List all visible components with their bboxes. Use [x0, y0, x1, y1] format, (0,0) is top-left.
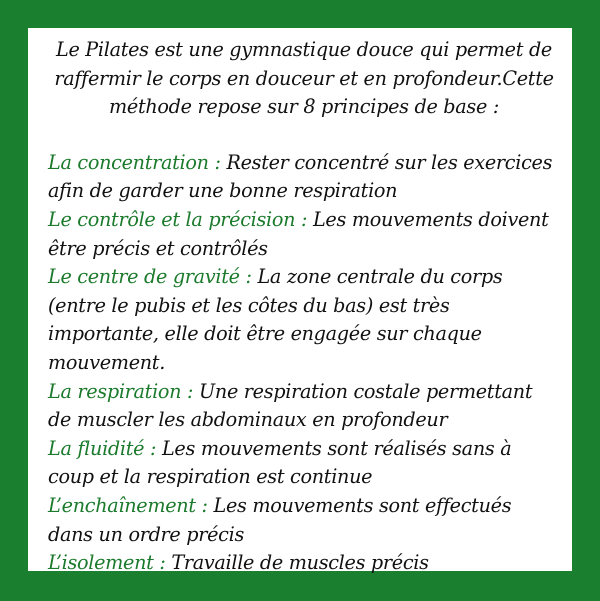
principle-item: [48, 149, 560, 206]
principle-item: [48, 378, 560, 435]
principle-description: Travaille de muscles précis: [165, 551, 429, 575]
principle-term: La concentration :: [48, 150, 221, 174]
principle-item: [48, 549, 560, 578]
pilates-info-card: [28, 28, 572, 575]
principle-description: Une respiration costale permettant de muscler les abdominaux en profondeur: [48, 379, 533, 432]
principle-term: L’enchaînement :: [48, 493, 208, 517]
principle-term: L’isolement :: [48, 551, 166, 575]
principle-description: Rester concentré sur les exercices afin de garder une bonne respiration: [48, 150, 553, 203]
principle-term: Le contrôle et la précision :: [48, 207, 308, 231]
principle-item: [48, 263, 560, 377]
principle-description: Les mouvements sont effectués dans un ordre précis: [48, 493, 512, 546]
principle-term: Le centre de gravité :: [48, 265, 252, 289]
principle-term: La fluidité :: [48, 436, 157, 460]
principle-term: La respiration :: [48, 379, 194, 403]
principle-item: [48, 435, 560, 492]
principle-item: [48, 206, 560, 263]
principle-description: Les mouvements sont réalisés sans à coup et la respiration est continue: [48, 436, 512, 489]
principle-description: Les mouvements doivent être précis et contrôlés: [48, 207, 549, 260]
intro-paragraph: Le Pilates est une gymnastique douce qui permet de raffermir le corps en douceur et en profondeur.Cette méthode repose sur 8 principes de base :: [54, 38, 554, 119]
principle-description: La zone centrale du corps (entre le pubis et les côtes du bas) est très importante, elle doit être engagée sur chaque mouvement.: [48, 265, 503, 374]
principle-item: [48, 492, 560, 549]
